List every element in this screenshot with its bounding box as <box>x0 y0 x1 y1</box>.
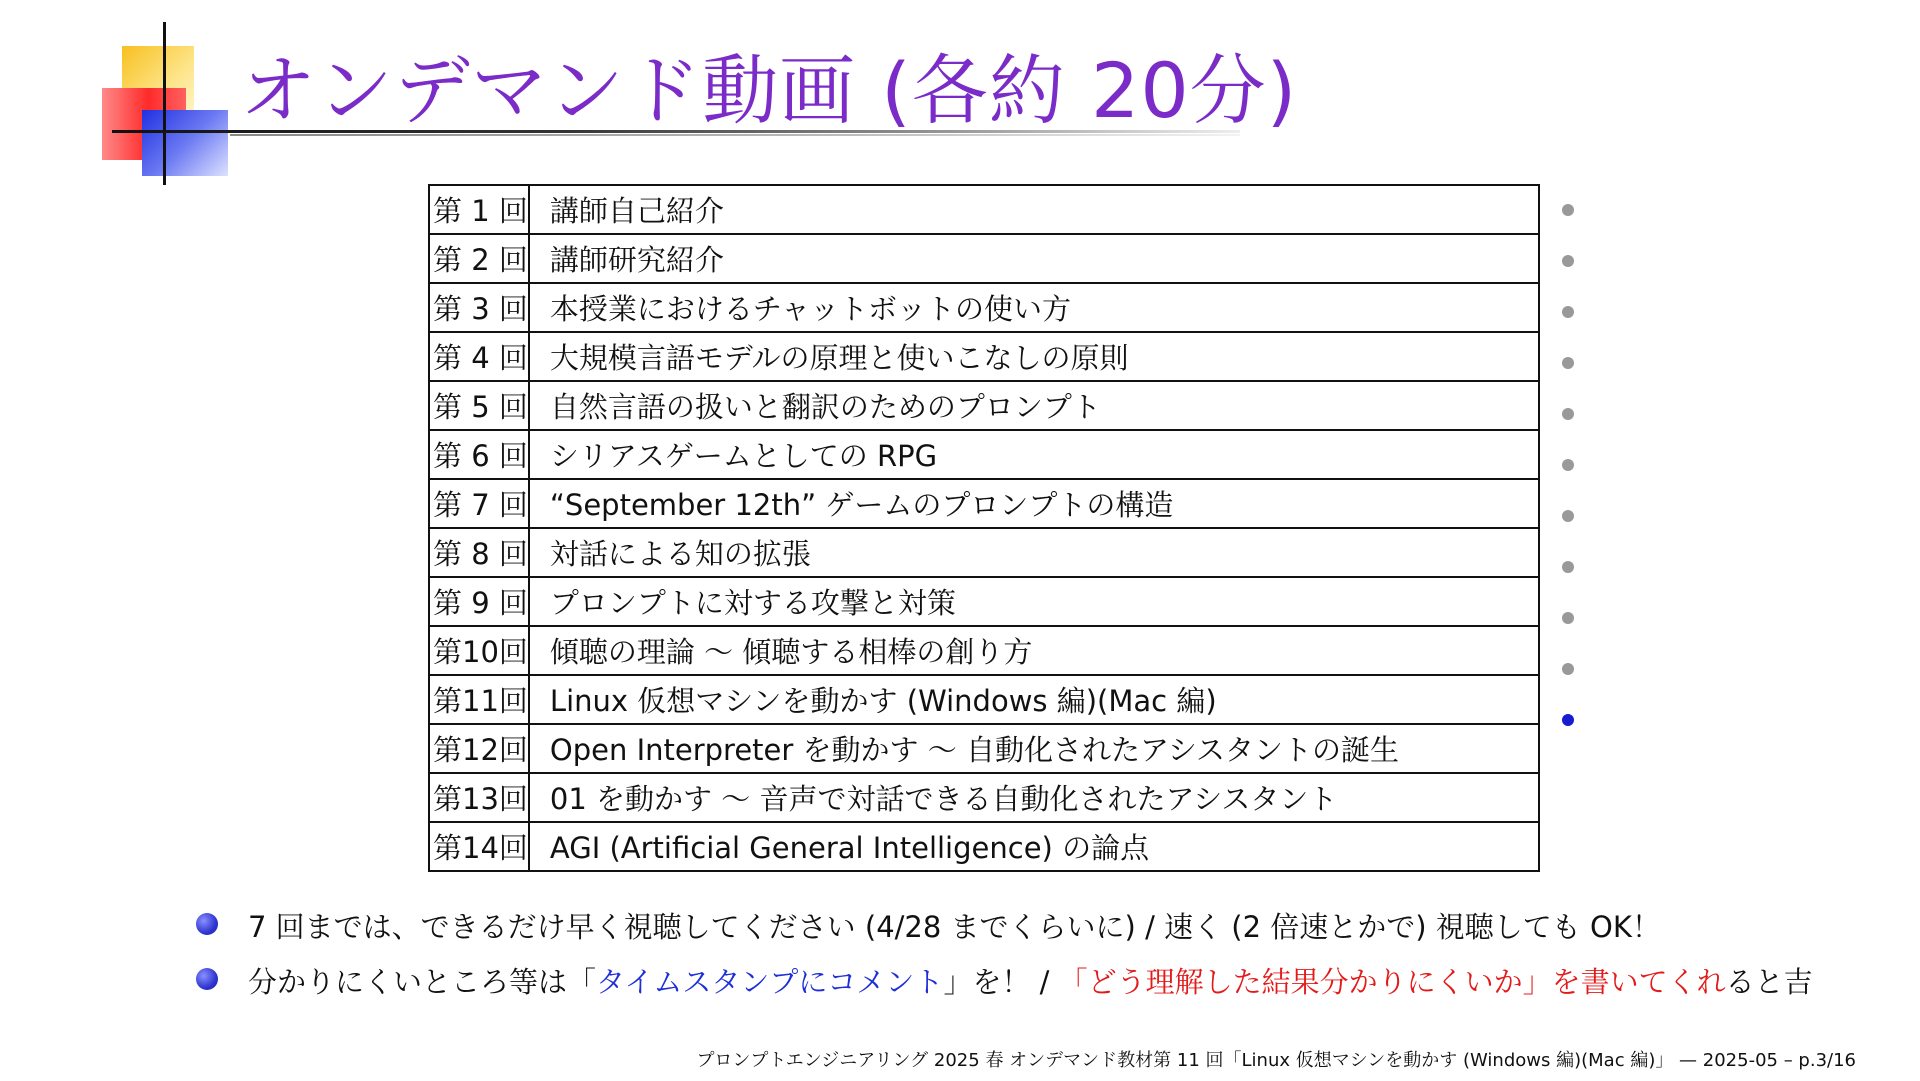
lecture-topic: Open Interpreter を動かす ～ 自動化されたアシスタントの誕生 <box>529 724 1539 773</box>
schedule-row <box>429 675 1539 724</box>
schedule-row <box>429 430 1539 479</box>
lecture-number: 第13回 <box>429 773 529 822</box>
lecture-topic: 傾聴の理論 ～ 傾聴する相棒の創り方 <box>529 626 1539 675</box>
schedule-row <box>429 724 1539 773</box>
lecture-topic: 本授業におけるチャットボットの使い方 <box>529 283 1539 332</box>
note-text-part: ると吉 <box>1725 965 1813 999</box>
bullet-icon <box>196 913 218 935</box>
schedule-row <box>429 381 1539 430</box>
schedule-row <box>429 283 1539 332</box>
completed-lecture-dot <box>1562 561 1574 573</box>
note-text-part: 分かりにくいところ等は「 <box>248 965 597 999</box>
note-text-part: 」を！ / <box>943 965 1059 999</box>
note-text <box>248 960 1813 1001</box>
completed-lecture-dot <box>1562 459 1574 471</box>
schedule-row <box>429 528 1539 577</box>
bullet-icon <box>196 968 218 990</box>
lecture-number: 第 9 回 <box>429 577 529 626</box>
lecture-number: 第10回 <box>429 626 529 675</box>
schedule-row <box>429 332 1539 381</box>
lecture-topic: 自然言語の扱いと翻訳のためのプロンプト <box>529 381 1539 430</box>
schedule-row <box>429 479 1539 528</box>
note-item <box>196 905 1896 960</box>
completed-lecture-dot <box>1562 204 1574 216</box>
lecture-topic: シリアスゲームとしての RPG <box>529 430 1539 479</box>
completed-lecture-dot <box>1562 306 1574 318</box>
note-item <box>196 960 1896 1015</box>
lecture-number: 第11回 <box>429 675 529 724</box>
lecture-number: 第 8 回 <box>429 528 529 577</box>
schedule-row <box>429 185 1539 234</box>
schedule-row <box>429 773 1539 822</box>
lecture-topic: プロンプトに対する攻撃と対策 <box>529 577 1539 626</box>
lecture-topic: “September 12th” ゲームのプロンプトの構造 <box>529 479 1539 528</box>
lecture-number: 第 6 回 <box>429 430 529 479</box>
schedule-row <box>429 577 1539 626</box>
lecture-number: 第 5 回 <box>429 381 529 430</box>
completed-lecture-dot <box>1562 255 1574 267</box>
lecture-topic: 講師自己紹介 <box>529 185 1539 234</box>
completed-lecture-dot <box>1562 663 1574 675</box>
lecture-schedule-table <box>428 184 1540 872</box>
lecture-topic: Linux 仮想マシンを動かす (Windows 編)(Mac 編) <box>529 675 1539 724</box>
lecture-topic: 大規模言語モデルの原理と使いこなしの原則 <box>529 332 1539 381</box>
lecture-topic: AGI (Artificial General Intelligence) の論点 <box>529 822 1539 871</box>
current-lecture-dot <box>1562 714 1574 726</box>
lecture-topic: 対話による知の拡張 <box>529 528 1539 577</box>
slide-footer: プロンプトエンジニアリング 2025 春 オンデマンド教材第 11 回「Linux 仮想マシンを動かす (Windows 編)(Mac 編)」 — 2025-05 – p.3/16 <box>696 1050 1856 1071</box>
logo-vertical-line <box>163 22 166 185</box>
lecture-number: 第 1 回 <box>429 185 529 234</box>
slide-logo <box>100 22 240 182</box>
timestamp-comment-highlight: タイムスタンプにコメント <box>596 965 944 999</box>
completed-lecture-dot <box>1562 408 1574 420</box>
completed-lecture-dot <box>1562 357 1574 369</box>
completed-lecture-dot <box>1562 510 1574 522</box>
lecture-number: 第14回 <box>429 822 529 871</box>
schedule-row <box>429 626 1539 675</box>
schedule-row <box>429 822 1539 871</box>
slide-title: オンデマンド動画 (各約 20分) <box>240 46 1298 135</box>
explain-highlight: 「どう理解した結果分かりにくいか」を書いてくれ <box>1058 965 1726 999</box>
schedule-row <box>429 234 1539 283</box>
note-text: 7 回までは、できるだけ早く視聴してください (4/28 までくらいに) / 速く (2 倍速とかで) 視聴しても OK！ <box>248 910 1661 944</box>
completed-lecture-dot <box>1562 612 1574 624</box>
lecture-number: 第 7 回 <box>429 479 529 528</box>
lecture-topic: 01 を動かす ～ 音声で対話できる自動化されたアシスタント <box>529 773 1539 822</box>
lecture-number: 第 4 回 <box>429 332 529 381</box>
lecture-number: 第 2 回 <box>429 234 529 283</box>
lecture-number: 第12回 <box>429 724 529 773</box>
lecture-number: 第 3 回 <box>429 283 529 332</box>
lecture-topic: 講師研究紹介 <box>529 234 1539 283</box>
logo-blue-square <box>142 110 228 176</box>
notes-list <box>196 905 1896 1015</box>
